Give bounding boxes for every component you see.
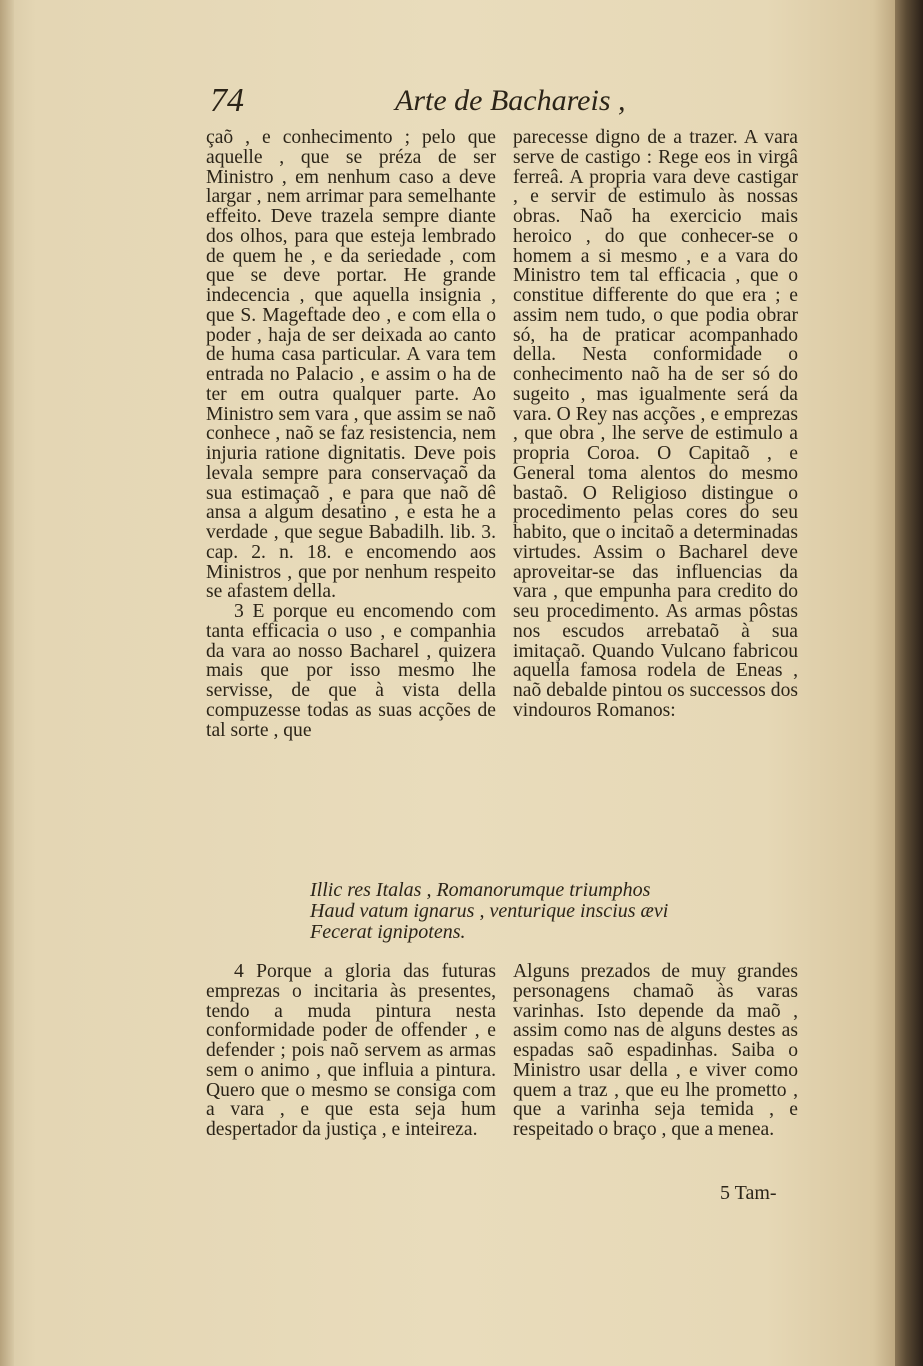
text-column-left-top <box>206 128 496 740</box>
book-edge <box>895 0 923 1366</box>
page-number: 74 <box>210 82 244 119</box>
paragraph: parecesse digno de a trazer. A vara serve de castigo : Rege eos in virgâ ferreâ. A propria vara deve castigar , e servir de estimulo às nossas obras. Naõ ha exercicio mais heroico , do que conhecer-se o homem a si mesmo , e a vara do Ministro tem tal efficacia , que o constitue differente do que era ; e assim nem tudo, o que podia obrar só, ha de praticar acompanhado della. Nesta conformidade o conhecimento naõ ha de ser só do sugeito , mas igualmente será da vara. O Rey nas acções , e emprezas , que obra , lhe serve de estimulo a propria Coroa. O Capitaõ , e General toma alentos do mesmo bastaõ. O Religioso distingue o procedimento pelas cores do seu habito, que o incitaõ a determinadas virtudes. Assim o Bacharel deve aproveitar-se das influencias da vara , que empunha para credito do seu procedimento. As armas pôstas nos escudos arrebataõ à sua imitaçaõ. Quando Vulcano fabricou aquella famosa rodela de Eneas , naõ debalde pintou os successos dos vindouros Romanos: <box>513 127 798 721</box>
text-column-right-top <box>513 128 798 721</box>
latin-quotation <box>310 880 780 943</box>
quote-line: Haud vatum ignarus , venturique inscius ævi <box>310 900 669 922</box>
page-header <box>0 72 900 132</box>
text-column-left-bottom <box>206 962 496 1140</box>
paragraph: Alguns prezados de muy grandes personagens chamaõ às varas varinhas. Isto depende da maõ , assim como nas de alguns destes as espadas saõ espadinhas. Saiba o Ministro usar della , e viver como quem a traz , que eu lhe prometto , que a varinha seja temida , e respeitado o braço , que a menea. <box>513 961 798 1140</box>
catchword: 5 Tam- <box>720 1182 777 1204</box>
quote-line: Fecerat ignipotens. <box>310 921 466 943</box>
paragraph: 3 E porque eu encomendo com tanta efficacia o uso , e companhia da vara ao nosso Bacharel , quizera mais que por isso mesmo lhe servisse, de que à vista della compuzesse todas as suas acções de tal sorte , que <box>206 601 496 741</box>
page-gutter-shade <box>0 0 14 1366</box>
text-column-right-bottom <box>513 962 798 1140</box>
paragraph: 4 Porque a gloria das futuras emprezas o incitaria às presentes, tendo a muda pintura nesta conformidade poder de offender , e defender ; pois naõ servem as armas sem o animo , que influia a pintura. Quero que o mesmo se consiga com a vara , e que esta seja hum despertador da justiça , e inteireza. <box>206 961 496 1140</box>
running-head: Arte de Bachareis , <box>395 84 626 117</box>
quote-line: Illic res Italas , Romanorumque triumphos <box>310 879 651 901</box>
paragraph: çaõ , e conhecimento ; pelo que aquelle , que se préza de ser Ministro , em nenhum caso a deve largar , nem arrimar para semelhante effeito. Deve trazela sempre diante dos olhos, para que esteja lembrado de quem he , e da seriedade , com que se deve portar. He grande indecencia , que aquella insignia , que S. Mageftade deo , e com ella o poder , haja de ser deixada ao canto de huma casa particular. A vara tem entrada no Palacio , e assim o ha de ter em outra qualquer parte. Ao Ministro sem vara , que assim se naõ conhece , naõ se faz resistencia, nem injuria ratione dignitatis. Deve pois levala sempre para conservaçaõ da sua estimaçaõ , e para que naõ dê ansa a algum desatino , e esta he a verdade , que segue Babadilh. lib. 3. cap. 2. n. 18. e encomendo aos Ministros , que por nenhum respeito se afastem della. <box>206 127 496 603</box>
